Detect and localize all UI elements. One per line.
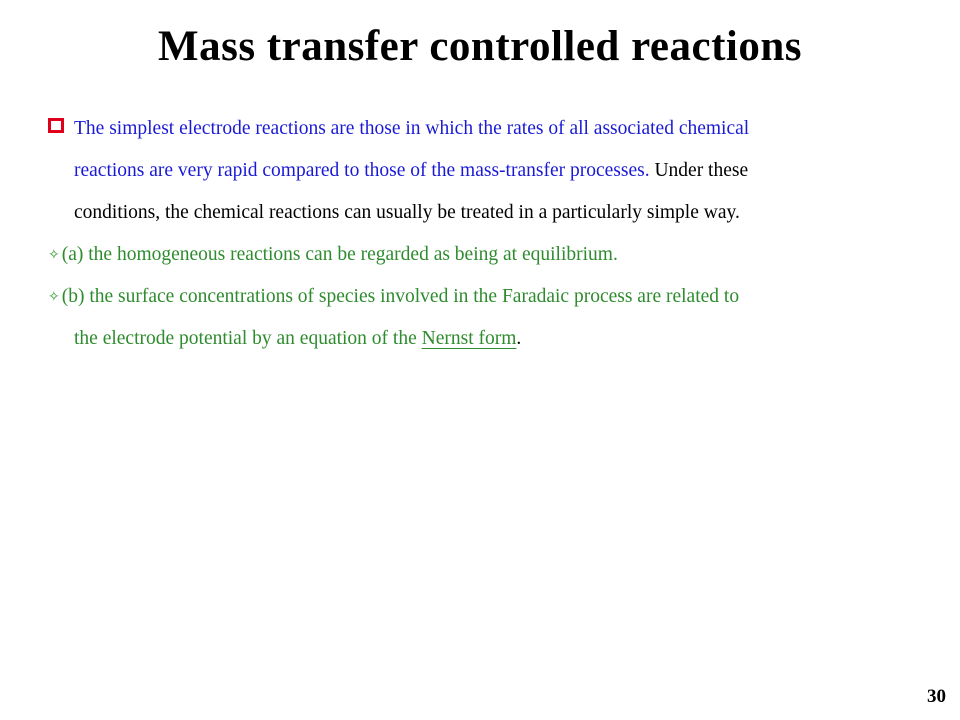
main-bullet-line-1	[48, 108, 928, 150]
main-bullet-text-3: conditions, the chemical reactions can usually be treated in a particularly simple way.	[74, 202, 740, 223]
slide-title: Mass transfer controlled reactions	[158, 23, 802, 70]
sub-item-a-text: (a) the homogeneous reactions can be regarded as being at equilibrium.	[61, 244, 618, 265]
four-point-star-icon: ✧	[48, 247, 60, 263]
sub-item-b-line-1	[48, 276, 928, 318]
sub-item-b-line-2	[48, 318, 928, 360]
main-bullet-line-3	[48, 192, 928, 234]
sub-item-b-text-2-suffix: .	[516, 328, 522, 349]
sub-item-b-text-2-prefix: the electrode potential by an equation of the	[74, 328, 422, 349]
page-number: 30	[927, 686, 946, 707]
main-bullet-text-2-blue: reactions are very rapid compared to those of the mass-transfer processes.	[74, 160, 650, 181]
nernst-form-link[interactable]: Nernst form	[421, 328, 517, 349]
main-bullet-text-2-black: Under these	[649, 160, 749, 181]
square-bullet-icon	[48, 118, 64, 133]
four-point-star-icon: ✧	[48, 289, 60, 305]
sub-item-b-text-1: (b) the surface concentrations of species involved in the Faradaic process are related to	[61, 286, 740, 307]
main-bullet-line-2	[48, 150, 928, 192]
sub-item-a	[48, 234, 928, 276]
slide-content	[48, 108, 928, 360]
main-bullet-text-1: The simplest electrode reactions are those in which the rates of all associated chemical	[74, 118, 750, 139]
